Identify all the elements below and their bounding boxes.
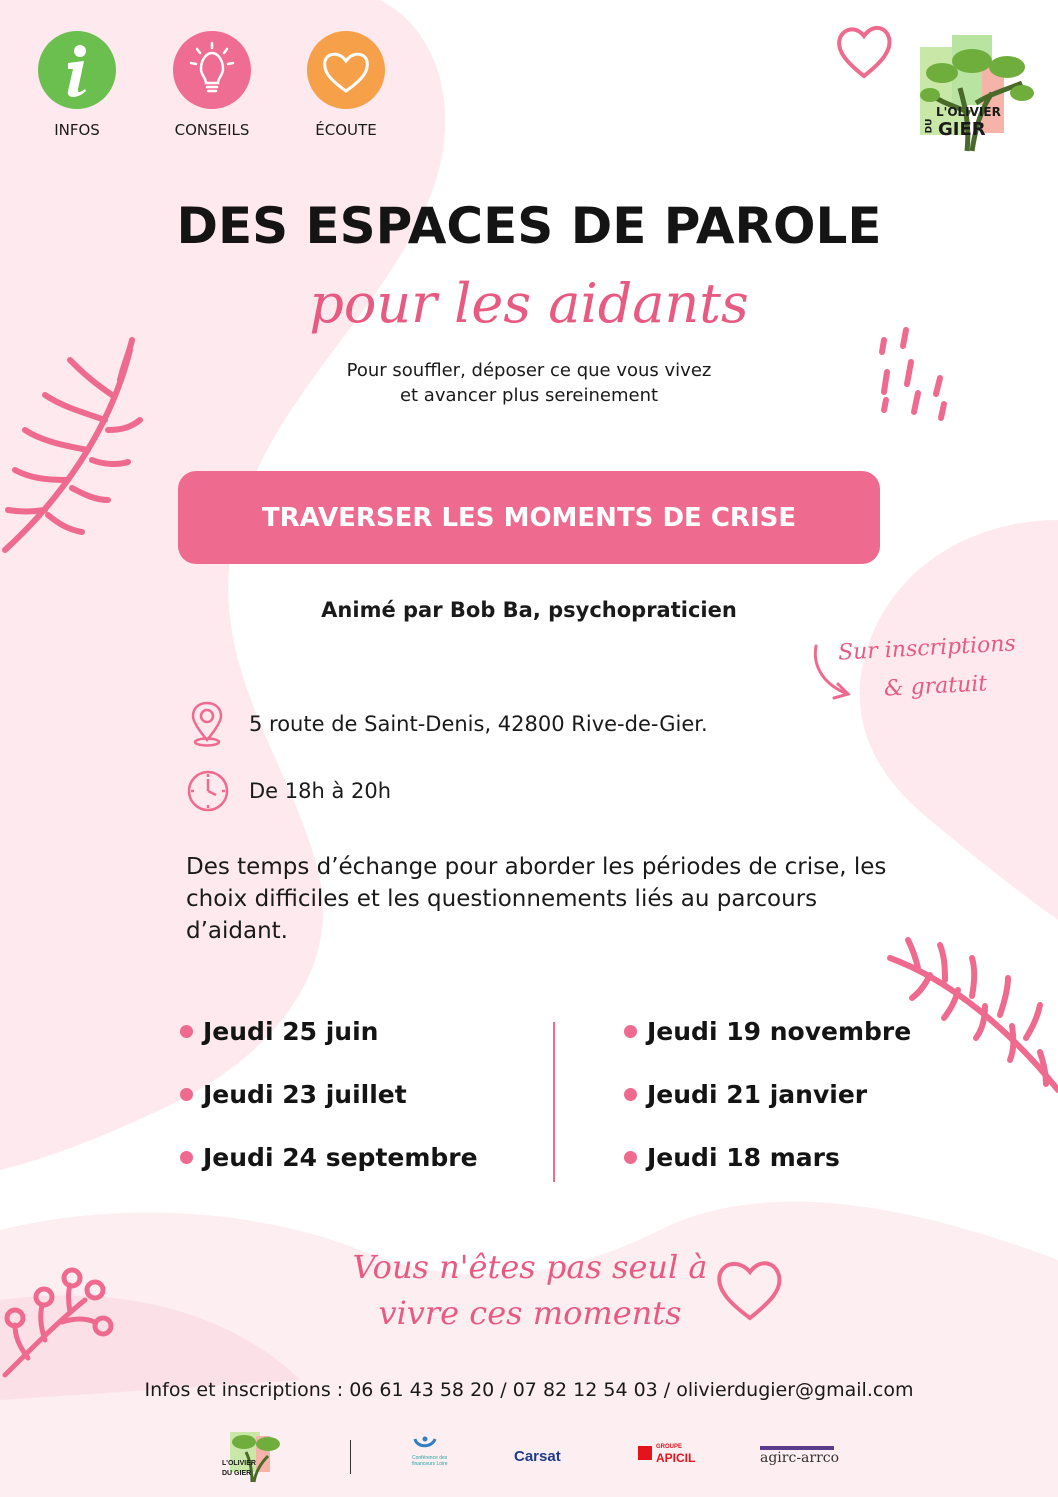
date-item xyxy=(180,1063,478,1126)
partner-agirc-text: agirc-arrco xyxy=(760,1450,840,1466)
bullet-dot xyxy=(624,1088,637,1101)
logo-text-line2: DU xyxy=(924,118,935,134)
location-pin-icon xyxy=(185,700,229,748)
partner-apicil-top: GROUPE xyxy=(656,1444,683,1450)
tagline xyxy=(0,358,1058,408)
dates-left-column xyxy=(180,1000,478,1189)
partner-logos xyxy=(0,1420,1058,1490)
bullet-dot xyxy=(180,1151,193,1164)
dates-separator xyxy=(553,1022,555,1182)
location-row xyxy=(185,700,708,748)
partner-apicil-name: APICIL xyxy=(656,1451,696,1465)
date-text: Jeudi 21 janvier xyxy=(647,1080,868,1109)
description: Des temps d’échange pour aborder les périodes de crise, les choix difficiles et les questionnements liés au parcours d’aidant. xyxy=(186,854,887,944)
animator-line: Animé par Bob Ba, psychopraticien xyxy=(321,598,737,622)
date-item xyxy=(180,1126,478,1189)
page-title: DES ESPACES DE PAROLE xyxy=(176,197,882,255)
bullet-dot xyxy=(624,1025,637,1038)
partner-cfppa-logo xyxy=(412,1436,458,1467)
time-text: De 18h à 20h xyxy=(249,779,392,803)
closing-line-2: vivre ces moments xyxy=(378,1294,682,1332)
partner-separator xyxy=(350,1440,351,1474)
clock-icon xyxy=(185,768,231,814)
heart-icon xyxy=(307,31,385,109)
pink-blob-top xyxy=(0,0,445,1170)
date-text: Jeudi 24 septembre xyxy=(203,1143,478,1172)
date-text: Jeudi 18 mars xyxy=(647,1143,840,1172)
cfppa-icon xyxy=(412,1436,438,1452)
partner-olivier-logo xyxy=(222,1426,288,1484)
page-subtitle: pour les aidants xyxy=(309,272,749,335)
partner-agirc-logo xyxy=(760,1446,839,1466)
registration-note-line-1: Sur inscriptions xyxy=(837,631,1017,666)
lightbulb-icon xyxy=(173,31,251,109)
conseils-icon-circle xyxy=(173,31,251,109)
date-item xyxy=(624,1000,911,1063)
tagline-line-1: Pour souffler, déposer ce que vous vivez xyxy=(346,360,712,381)
olivier-logo xyxy=(912,33,1038,153)
partner-carsat-logo: Carsat xyxy=(514,1448,561,1465)
date-text: Jeudi 19 novembre xyxy=(647,1017,912,1046)
contact-line: Infos et inscriptions : 06 61 43 58 20 / 07 82 12 54 03 / olivierdugier@gmail.com xyxy=(144,1379,914,1401)
info-icon xyxy=(38,31,116,109)
date-item xyxy=(624,1063,911,1126)
tagline-line-2: et avancer plus sereinement xyxy=(399,385,659,406)
date-item xyxy=(624,1126,911,1189)
infos-icon-circle xyxy=(38,31,116,109)
logo-text-line3: GIER xyxy=(938,119,986,140)
bullet-dot xyxy=(180,1025,193,1038)
leaf-branch-right xyxy=(890,940,1058,1090)
logo-text-line1: L'OLIVIER xyxy=(936,105,1001,119)
ecoute-icon-circle xyxy=(307,31,385,109)
partner-olivier-line1: L'OLIVIER xyxy=(222,1460,256,1467)
date-text: Jeudi 25 juin xyxy=(203,1017,379,1046)
location-text: 5 route de Saint-Denis, 42800 Rive-de-Gier. xyxy=(249,712,708,736)
registration-note-line-2: & gratuit xyxy=(883,671,988,702)
theme-banner: TRAVERSER LES MOMENTS DE CRISE xyxy=(178,471,880,564)
ecoute-label: ÉCOUTE xyxy=(315,121,377,139)
time-row xyxy=(185,768,391,814)
dates-right-column xyxy=(624,1000,911,1189)
apicil-square xyxy=(638,1446,652,1460)
bullet-dot xyxy=(624,1151,637,1164)
date-item xyxy=(180,1000,478,1063)
closing-line-1: Vous n'êtes pas seul à xyxy=(352,1248,708,1286)
partner-olivier-line2: DU GIER xyxy=(222,1470,252,1477)
heart-outline-top xyxy=(839,28,889,76)
infos-label: INFOS xyxy=(54,121,100,139)
date-text: Jeudi 23 juillet xyxy=(203,1080,407,1109)
conseils-label: CONSEILS xyxy=(174,121,250,139)
closing-message xyxy=(330,1244,730,1336)
partner-cfppa-text: Conférence des financeurs Loire xyxy=(412,1455,448,1467)
bullet-dot xyxy=(180,1088,193,1101)
